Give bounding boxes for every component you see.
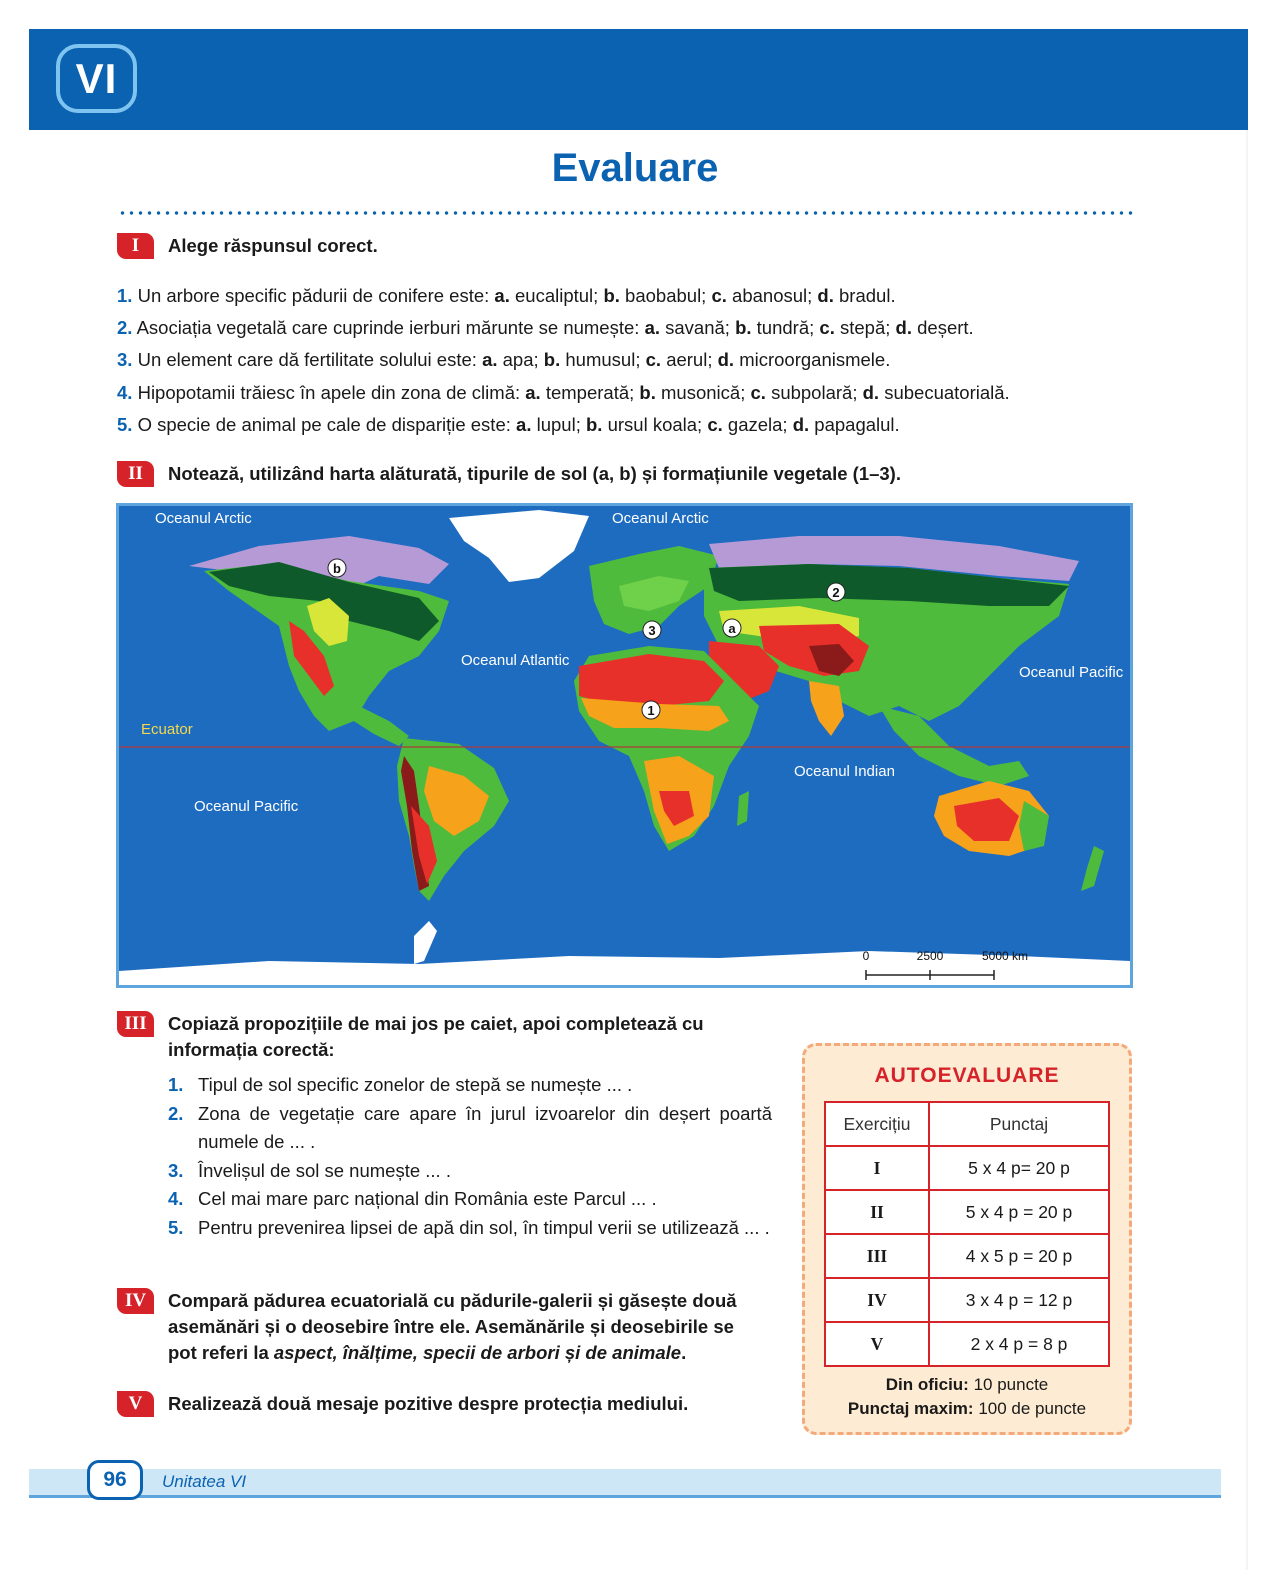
scale-label-2500: 2500	[916, 949, 944, 963]
svg-text:1: 1	[647, 703, 655, 718]
dotted-divider	[118, 211, 1135, 215]
score-points: 3 x 4 p = 12 p	[929, 1278, 1109, 1322]
svg-text:a: a	[728, 621, 736, 636]
option-text: temperată;	[545, 382, 635, 403]
marker-1	[642, 701, 660, 719]
option-letter: d.	[895, 317, 912, 338]
option-text: stepă;	[840, 317, 891, 338]
score-row	[825, 1234, 1109, 1278]
option-letter: c.	[711, 285, 727, 306]
score-row	[825, 1322, 1109, 1366]
option-letter: d.	[717, 349, 735, 370]
fill-item-text: Zona de vegetație care apare în jurul izvoarelor din deșert poartă numele de ... .	[198, 1102, 772, 1152]
fill-item-number: 3.	[168, 1159, 184, 1181]
option-letter: a.	[482, 349, 498, 370]
ocean-label-atlantic: Oceanul Atlantic	[461, 652, 570, 669]
section-badge-iv: IV	[117, 1288, 154, 1314]
question-number: 3.	[117, 349, 133, 370]
fill-item-5	[168, 1214, 772, 1243]
question-text: Asociația vegetală care cuprinde ierburi mărunte se numește:	[136, 317, 640, 338]
svg-text:b: b	[333, 561, 341, 576]
score-exercise: I	[825, 1146, 929, 1190]
section-iii-list	[168, 1071, 772, 1242]
section-badge-iii: III	[117, 1011, 154, 1037]
score-row	[825, 1278, 1109, 1322]
punctaj-maxim-label: Punctaj maxim:	[847, 1399, 974, 1418]
section-v-instruction: Realizează două mesaje pozitive despre protecția mediului.	[168, 1393, 689, 1414]
unit-badge: VI	[56, 44, 137, 113]
section-iii-instruction-line2: informația corectă:	[168, 1039, 335, 1060]
question-2	[117, 316, 974, 340]
option-text: aerul;	[666, 349, 713, 370]
section-ii-instruction: Notează, utilizând harta alăturată, tipurile de sol (a, b) și formațiunile vegetale (1–3).	[168, 463, 901, 484]
option-text: lupul;	[536, 414, 581, 435]
option-text: abanosul;	[732, 285, 813, 306]
option-text: ursul koala;	[607, 414, 703, 435]
question-text: O specie de animal pe cale de dispariție este:	[137, 414, 511, 435]
score-points: 2 x 4 p = 8 p	[929, 1322, 1109, 1366]
option-text: eucaliptul;	[515, 285, 599, 306]
section-i-instruction: Alege răspunsul corect.	[168, 235, 378, 256]
ocean-label-indian: Oceanul Indian	[794, 763, 895, 780]
option-letter: b.	[639, 382, 656, 403]
section-badge-v: V	[117, 1391, 154, 1417]
fill-item-text: Învelișul de sol se numește ... .	[198, 1159, 451, 1181]
question-number: 2.	[117, 317, 133, 338]
score-points: 4 x 5 p = 20 p	[929, 1234, 1109, 1278]
score-table-header	[825, 1102, 1109, 1146]
score-row	[825, 1190, 1109, 1234]
option-letter: c.	[645, 349, 662, 370]
score-table	[824, 1101, 1110, 1367]
score-header-points: Punctaj	[929, 1102, 1109, 1146]
din-oficiu-label: Din oficiu:	[885, 1375, 969, 1394]
question-text: Hipopotamii trăiesc în apele din zona de climă:	[137, 382, 521, 403]
score-exercise: V	[825, 1322, 929, 1366]
autoevaluare-title: AUTOEVALUARE	[874, 1064, 1060, 1087]
marker-a	[723, 619, 741, 637]
fill-item-number: 1.	[168, 1074, 184, 1095]
option-letter: a.	[525, 382, 541, 403]
ocean-label-arctic-1: Oceanul Arctic	[155, 510, 252, 527]
question-text: Un element care dă fertilitate solului este:	[137, 349, 477, 370]
score-points: 5 x 4 p = 20 p	[929, 1190, 1109, 1234]
score-exercise: IV	[825, 1278, 929, 1322]
footer-line	[29, 1495, 1221, 1498]
option-letter: a.	[644, 317, 660, 338]
score-row	[825, 1146, 1109, 1190]
option-letter: d.	[862, 382, 880, 403]
question-5	[117, 413, 900, 437]
din-oficiu-line	[802, 1373, 1132, 1397]
ocean-label-pacific-east: Oceanul Pacific	[1019, 664, 1124, 681]
question-1	[117, 284, 896, 308]
section-iv-line3-end: .	[681, 1342, 687, 1363]
svg-text:2: 2	[832, 585, 840, 600]
option-text: tundră;	[756, 317, 815, 338]
option-text: apa;	[502, 349, 539, 370]
score-exercise: II	[825, 1190, 929, 1234]
fill-item-text: Pentru prevenirea lipsei de apă din sol, în timpul verii se utilizează ... .	[198, 1216, 770, 1238]
header-bar	[29, 29, 1248, 130]
question-3	[117, 348, 890, 372]
score-points: 5 x 4 p= 20 p	[929, 1146, 1109, 1190]
question-number: 5.	[117, 414, 133, 435]
option-letter: b.	[735, 317, 752, 338]
option-letter: c.	[750, 382, 766, 403]
svg-text:3: 3	[648, 623, 656, 638]
section-iii-instruction-line1: Copiază propozițiile de mai jos pe caiet, apoi completează cu	[168, 1013, 704, 1034]
question-4	[117, 381, 1010, 405]
ocean-label-pacific-west: Oceanul Pacific	[194, 798, 299, 815]
fill-item-2	[168, 1100, 772, 1157]
punctaj-maxim-line	[802, 1397, 1132, 1421]
option-text: savană;	[665, 317, 730, 338]
section-iv-line2: asemănări și o deosebire între ele. Asemănările și deosebirile se	[168, 1316, 734, 1337]
option-letter: d.	[792, 414, 810, 435]
din-oficiu-value: 10 puncte	[973, 1375, 1049, 1394]
page-edge-rule	[1246, 130, 1248, 1570]
option-text: gazela;	[727, 414, 788, 435]
option-letter: d.	[817, 285, 834, 306]
option-letter: b.	[603, 285, 620, 306]
option-text: subpolară;	[771, 382, 858, 403]
fill-item-1	[168, 1071, 772, 1100]
world-map	[116, 503, 1133, 988]
section-iv-line3-start: pot referi la	[168, 1342, 274, 1363]
option-letter: c.	[819, 317, 835, 338]
section-badge-i: I	[117, 233, 154, 259]
option-text: microorganismele.	[739, 349, 891, 370]
section-iv-line3	[168, 1340, 686, 1366]
option-text: musonică;	[661, 382, 746, 403]
score-exercise: III	[825, 1234, 929, 1278]
world-map-svg	[119, 506, 1130, 985]
scale-label-0: 0	[862, 949, 870, 963]
section-iv-line3-italic: aspect, înălțime, specii de arbori și de animale	[273, 1342, 682, 1363]
option-text: baobabul;	[625, 285, 707, 306]
question-text: Un arbore specific pădurii de conifere este:	[137, 285, 490, 306]
scale-label-5000: 5000 km	[981, 949, 1029, 963]
question-number: 1.	[117, 285, 133, 306]
option-text: humusul;	[565, 349, 641, 370]
section-iv-line1: Compară pădurea ecuatorială cu pădurile-galerii și găsește două	[168, 1290, 737, 1311]
fill-item-4	[168, 1185, 772, 1214]
option-letter: a.	[516, 414, 532, 435]
option-letter: c.	[707, 414, 723, 435]
option-letter: b.	[585, 414, 603, 435]
option-text: bradul.	[839, 285, 896, 306]
fill-item-number: 5.	[168, 1216, 184, 1238]
fill-item-text: Tipul de sol specific zonelor de stepă se numește ... .	[198, 1074, 633, 1095]
ocean-label-arctic-2: Oceanul Arctic	[612, 510, 709, 527]
question-number: 4.	[117, 382, 133, 403]
equator-label: Ecuator	[141, 721, 193, 738]
marker-3	[643, 621, 661, 639]
option-text: papagalul.	[814, 414, 900, 435]
option-text: subecuatorială.	[884, 382, 1010, 403]
option-letter: b.	[543, 349, 561, 370]
fill-item-number: 2.	[168, 1102, 184, 1124]
section-badge-ii: II	[117, 461, 154, 487]
fill-item-text: Cel mai mare parc național din România este Parcul ... .	[198, 1188, 657, 1209]
page-number: 96	[87, 1460, 143, 1500]
fill-item-3	[168, 1157, 772, 1186]
footer-unit-label: Unitatea VI	[162, 1472, 247, 1491]
option-letter: a.	[494, 285, 510, 306]
score-header-exercise: Exercițiu	[825, 1102, 929, 1146]
marker-2	[827, 583, 845, 601]
fill-item-number: 4.	[168, 1188, 184, 1209]
punctaj-maxim-value: 100 de puncte	[978, 1399, 1087, 1418]
marker-b	[328, 559, 346, 577]
page-title: Evaluare	[551, 146, 719, 190]
option-text: deșert.	[917, 317, 974, 338]
